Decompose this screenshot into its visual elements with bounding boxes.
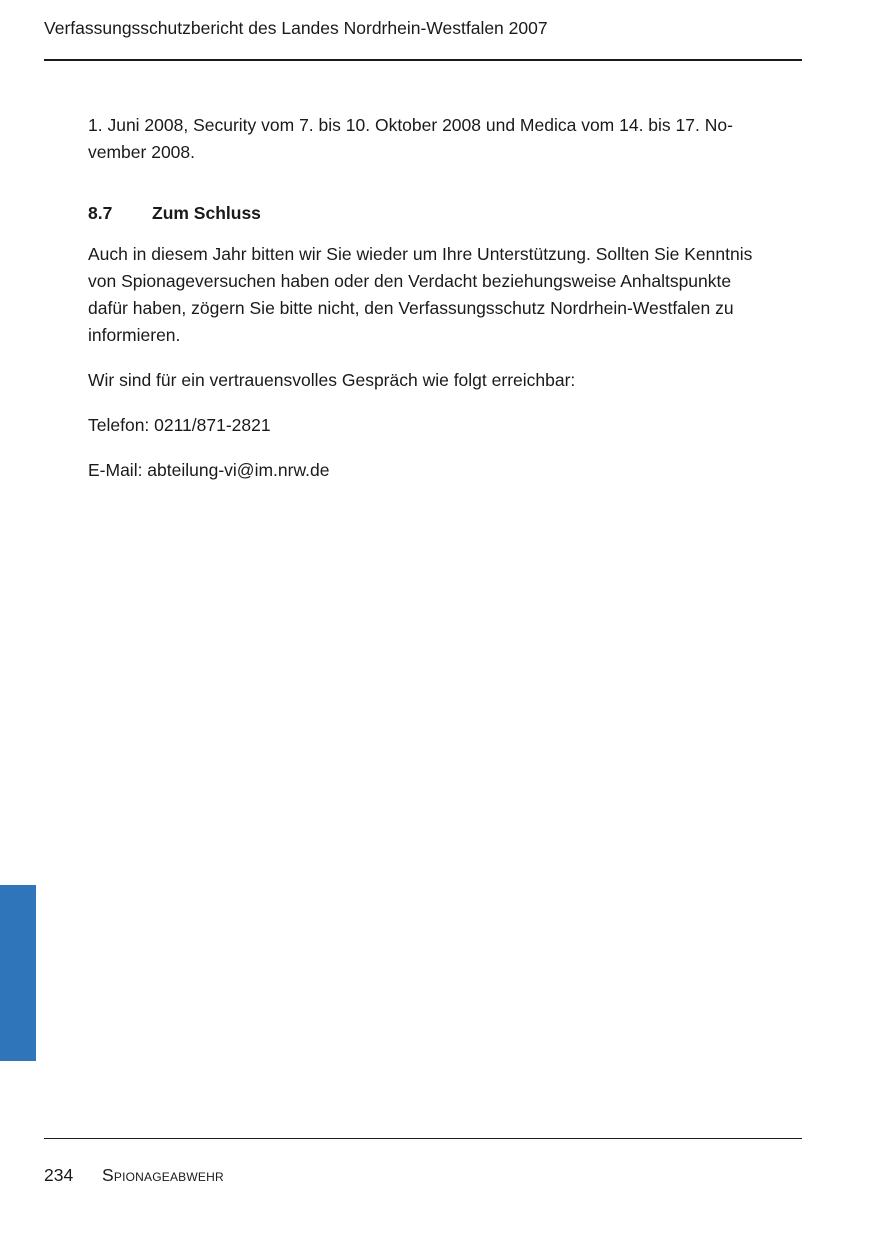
- running-header-title: Verfassungsschutzbericht des Landes Nordrhein-Westfalen 2007: [44, 18, 548, 38]
- page-body: [88, 112, 804, 484]
- continuation-line-2: vember 2008.: [88, 142, 196, 162]
- header-rule: [44, 59, 802, 61]
- paragraph-support-request: [88, 241, 804, 349]
- footer-rule: [44, 1138, 802, 1139]
- footer-section-name: Spionageabwehr: [102, 1165, 224, 1185]
- contact-email: E-Mail: abteilung-vi@im.nrw.de: [88, 460, 330, 480]
- page-footer: [44, 1164, 224, 1186]
- section-number: 8.7: [88, 203, 113, 223]
- paragraph-line: informieren.: [88, 325, 181, 345]
- paragraph-line: dafür haben, zögern Sie bitte nicht, den Verfassungsschutz Nordrhein-Westfalen zu: [88, 298, 734, 318]
- paragraph-line: von Spionageversuchen haben oder den Verdacht beziehungsweise Anhaltspunkte: [88, 271, 732, 291]
- continuation-line-1: 1. Juni 2008, Security vom 7. bis 10. Oktober 2008 und Medica vom 14. bis 17. No-: [88, 115, 733, 135]
- section-heading: [88, 202, 804, 224]
- paragraph-contact-intro: Wir sind für ein vertrauensvolles Gespräch wie folgt erreichbar:: [88, 370, 576, 390]
- contact-phone: Telefon: 0211/871-2821: [88, 415, 271, 435]
- continuation-paragraph: [88, 112, 804, 166]
- chapter-side-tab: [0, 885, 36, 1061]
- paragraph-line: Auch in diesem Jahr bitten wir Sie wieder um Ihre Unterstützung. Sollten Sie Kenntnis: [88, 244, 753, 264]
- page-number: 234: [44, 1165, 74, 1185]
- section-title: Zum Schluss: [152, 203, 261, 223]
